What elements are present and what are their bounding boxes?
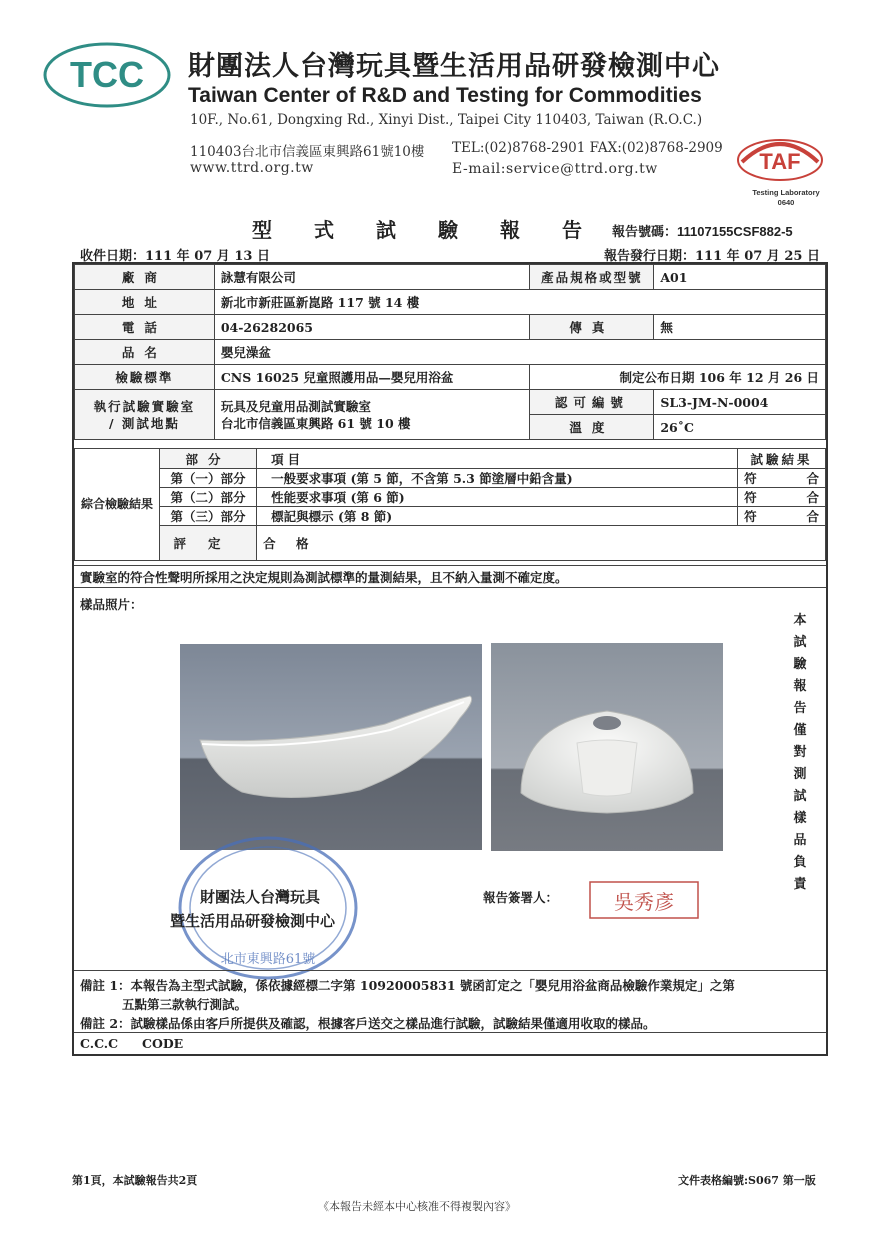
- divider: [74, 587, 826, 588]
- sample-photo-label: 樣品照片：: [80, 597, 143, 612]
- phone-label: 電話: [75, 315, 215, 340]
- row-product: [75, 340, 826, 365]
- result-value-2a: 符: [744, 490, 757, 505]
- temperature-value: 26˚C: [654, 415, 826, 440]
- result-item-1: 一般要求事項 (第 5 節，不含第 5.3 節塗層中鉛含量): [257, 469, 738, 488]
- tel-fax: TEL:(02)8768-2901 FAX:(02)8768-2909: [452, 140, 723, 156]
- result-row-2: [75, 488, 826, 507]
- temperature-label: 溫度: [530, 415, 654, 440]
- sample-photo-front-view: [491, 643, 723, 851]
- result-value-1: [738, 469, 826, 488]
- result-value-3b: 合: [806, 509, 819, 524]
- result-row-3: [75, 507, 826, 526]
- taf-logo: [734, 132, 826, 184]
- phone-value: 04-26282065: [214, 315, 530, 340]
- result-value-1b: 合: [806, 471, 819, 486]
- taf-caption-line2: 0640: [777, 198, 795, 207]
- ccc-code: CODE: [142, 1036, 184, 1051]
- model-value: A01: [654, 265, 826, 290]
- divider: [74, 970, 826, 971]
- report-number: 報告號碼：11107155CSF882-5: [612, 224, 793, 239]
- item-header: 項目: [257, 449, 738, 469]
- address-value: 新北市新莊區新崑路 117 號 14 樓: [214, 290, 825, 315]
- divider: [74, 1032, 826, 1033]
- lab-name: 玩具及兒童用品測試實驗室: [220, 398, 371, 414]
- center-name-line1: 財團法人台灣玩具: [200, 888, 321, 906]
- signer-label: 報告簽署人：: [483, 890, 559, 905]
- svg-text:北市東興路61號: 北市東興路61號: [220, 952, 316, 967]
- tcc-logo: [42, 40, 172, 110]
- lab-value: [214, 390, 530, 440]
- row-lab-1: [75, 390, 826, 415]
- address-zh: 110403台北市信義區東興路61號10樓: [190, 144, 425, 160]
- result-part-1: 第（一）部分: [160, 469, 257, 488]
- fax-value: 無: [654, 315, 826, 340]
- product-label: 品名: [75, 340, 215, 365]
- row-manufacturer: [75, 265, 826, 290]
- product-value: 嬰兒澡盆: [214, 340, 825, 365]
- liability-note: 本試驗報告僅對測試樣品負責: [793, 613, 807, 892]
- verdict-label: 評定: [160, 526, 257, 561]
- organization-seal: [168, 828, 368, 988]
- manufacturer-label: 廠商: [75, 265, 215, 290]
- taf-caption-line1: Testing Laboratory: [752, 188, 820, 197]
- lab-label-line2: / 測試地點: [108, 415, 180, 431]
- issue-date: 報告發行日期：111 年 07 月 25 日: [604, 249, 820, 264]
- accreditation-value: SL3-JM-N-0004: [654, 390, 826, 415]
- result-value-2b: 合: [806, 490, 819, 505]
- svg-text:吳秀彥: 吳秀彥: [614, 890, 674, 914]
- accreditation-label: 認可編號: [530, 390, 654, 415]
- standard-date: 制定公布日期 106 年 12 月 26 日: [530, 365, 826, 390]
- form-number: 文件表格編號:S067 第一版: [678, 1174, 816, 1187]
- org-name-zh: 財團法人台灣玩具暨生活用品研發檢測中心: [188, 51, 720, 82]
- lab-label-line1: 執行試驗實驗室: [93, 398, 196, 414]
- email: E-mail:service@ttrd.org.tw: [452, 161, 658, 177]
- website: www.ttrd.org.tw: [190, 160, 314, 176]
- center-name-line2: 暨生活用品研發檢測中心: [170, 912, 336, 930]
- verdict-row: [75, 526, 826, 561]
- page-count: 第1頁，本試驗報告共2頁: [72, 1174, 198, 1187]
- taf-caption: [744, 188, 828, 208]
- verdict-value: 合 格: [257, 526, 826, 561]
- row-standard: [75, 365, 826, 390]
- org-name-en: Taiwan Center of R&D and Testing for Commodities: [188, 84, 702, 107]
- manufacturer-value: 詠慧有限公司: [214, 265, 530, 290]
- received-date: 收件日期：111 年 07 月 13 日: [80, 249, 270, 264]
- results-side-label: 綜合檢驗結果: [75, 449, 160, 561]
- address-label: 地址: [75, 290, 215, 315]
- results-header-row: [75, 449, 826, 469]
- lab-address: 台北市信義區東興路 61 號 10 樓: [220, 415, 411, 431]
- result-part-3: 第（三）部分: [160, 507, 257, 526]
- standard-value: CNS 16025 兒童照護用品—嬰兒用浴盆: [214, 365, 530, 390]
- standard-label: 檢驗標準: [75, 365, 215, 390]
- sample-photo-side-view: [180, 644, 482, 850]
- result-value-1a: 符: [744, 471, 757, 486]
- note-2: 備註 2：試驗樣品係由客戶所提供及確認，根據客戶送交之樣品進行試驗，試驗結果僅適用收取的樣品。: [80, 1016, 656, 1031]
- part-header: 部分: [160, 449, 257, 469]
- copy-notice: 《本報告未經本中心核准不得複製內容》: [318, 1200, 516, 1213]
- report-title: 型式試驗報告: [252, 218, 624, 242]
- note-1-continued: 五點第三款執行測試。: [122, 997, 248, 1012]
- result-value-2: [738, 488, 826, 507]
- result-part-2: 第（二）部分: [160, 488, 257, 507]
- result-header: 試驗結果: [738, 449, 826, 469]
- conformity-declaration: 實驗室的符合性聲明所採用之決定規則為測試標準的量測結果，且不納入量測不確定度。: [80, 570, 568, 585]
- svg-text:TCC: TCC: [70, 54, 144, 95]
- divider: [74, 565, 826, 566]
- lab-label: [75, 390, 215, 440]
- results-table: [74, 448, 826, 561]
- result-value-3: [738, 507, 826, 526]
- address-en: 10F., No.61, Dongxing Rd., Xinyi Dist., Taipei City 110403, Taiwan (R.O.C.): [190, 112, 703, 128]
- fax-label: 傳真: [530, 315, 654, 340]
- model-label: 產品規格或型號: [530, 265, 654, 290]
- svg-text:TAF: TAF: [759, 149, 801, 174]
- result-item-3: 標記與標示 (第 8 節): [257, 507, 738, 526]
- note-1: 備註 1：本報告為主型式試驗，係依據經標二字第 10920005831 號函訂定之「嬰兒用浴盆商品檢驗作業規定」之第: [80, 978, 735, 993]
- signature-stamp: [588, 878, 700, 922]
- row-address: [75, 290, 826, 315]
- result-row-1: [75, 469, 826, 488]
- row-phone: [75, 315, 826, 340]
- result-value-3a: 符: [744, 509, 757, 524]
- result-item-2: 性能要求事項 (第 6 節): [257, 488, 738, 507]
- ccc-label: C.C.C: [80, 1036, 119, 1051]
- info-table: [74, 264, 826, 440]
